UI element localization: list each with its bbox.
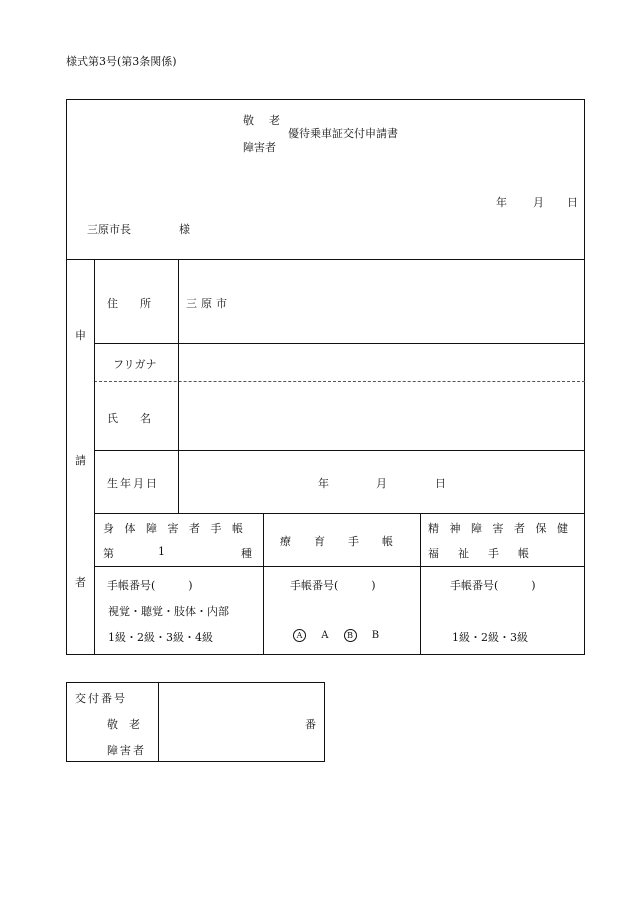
issue-number-label: 交付番号 bbox=[75, 692, 127, 705]
birth-month: 月 bbox=[376, 477, 387, 490]
grade-b-circled: B bbox=[344, 629, 357, 642]
physical-handbook-number: 手帳番号( ) bbox=[107, 579, 193, 592]
address-value: 三原市 bbox=[186, 297, 231, 310]
row-divider-birth bbox=[94, 513, 585, 514]
physical-handbook-label: 身体障害者手帳 bbox=[103, 522, 254, 535]
rehab-handbook-number: 手帳番号( ) bbox=[290, 579, 376, 592]
birth-year: 年 bbox=[318, 477, 329, 490]
header-divider bbox=[66, 259, 585, 260]
form-title: 優待乗車証交付申請書 bbox=[288, 127, 398, 140]
row-divider-furigana bbox=[94, 381, 585, 382]
physical-class-number: 1 bbox=[158, 545, 165, 558]
row-divider-handbook bbox=[94, 566, 585, 567]
date-month: 月 bbox=[533, 196, 544, 209]
title-keiro: 敬 老 bbox=[243, 114, 282, 127]
rehab-handbook-label: 療育手帳 bbox=[280, 535, 416, 548]
date-year: 年 bbox=[496, 196, 507, 209]
mental-handbook-label: 精神障害者保健 bbox=[428, 522, 579, 535]
grade-a: A bbox=[321, 630, 329, 641]
physical-class-suffix: 種 bbox=[241, 547, 252, 560]
name-label: 氏 名 bbox=[107, 412, 151, 425]
furigana-label: フリガナ bbox=[113, 358, 157, 371]
applicant-column-divider bbox=[94, 259, 95, 655]
row-divider-name bbox=[94, 450, 585, 451]
mental-handbook-label-2: 福祉手帳 bbox=[428, 547, 548, 560]
applicant-label-3: 者 bbox=[75, 576, 86, 589]
physical-disability-types: 視覚・聴覚・肢体・内部 bbox=[108, 605, 229, 618]
date-day: 日 bbox=[567, 196, 578, 209]
title-shogaisha: 障害者 bbox=[243, 141, 276, 154]
form-number: 様式第3号(第3条関係) bbox=[66, 55, 177, 68]
label-column-divider bbox=[178, 259, 179, 513]
grade-b: B bbox=[371, 630, 380, 641]
row-divider-address bbox=[94, 343, 585, 344]
physical-class-prefix: 第 bbox=[103, 547, 114, 560]
mental-handbook-number: 手帳番号( ) bbox=[450, 579, 536, 592]
addressee: 三原市長 bbox=[87, 223, 131, 236]
mental-grades: 1級・2級・3級 bbox=[452, 631, 528, 644]
birth-day: 日 bbox=[435, 477, 446, 490]
address-label: 住 所 bbox=[107, 297, 151, 310]
rehab-grades bbox=[293, 629, 391, 642]
addressee-honorific: 様 bbox=[179, 223, 190, 236]
issue-number-suffix: 番 bbox=[305, 718, 316, 731]
birthdate-label: 生年月日 bbox=[107, 477, 159, 490]
application-form bbox=[66, 99, 585, 655]
handbook-divider-1 bbox=[263, 513, 264, 655]
applicant-label-1: 申 bbox=[75, 329, 86, 342]
handbook-divider-2 bbox=[420, 513, 421, 655]
issue-box-divider bbox=[158, 682, 159, 762]
grade-a-circled: A bbox=[293, 629, 306, 642]
applicant-label-2: 請 bbox=[75, 454, 86, 467]
physical-grades: 1級・2級・3級・4級 bbox=[108, 631, 213, 644]
issue-keiro: 敬 老 bbox=[107, 718, 140, 731]
issue-shogaisha: 障害者 bbox=[107, 744, 146, 757]
